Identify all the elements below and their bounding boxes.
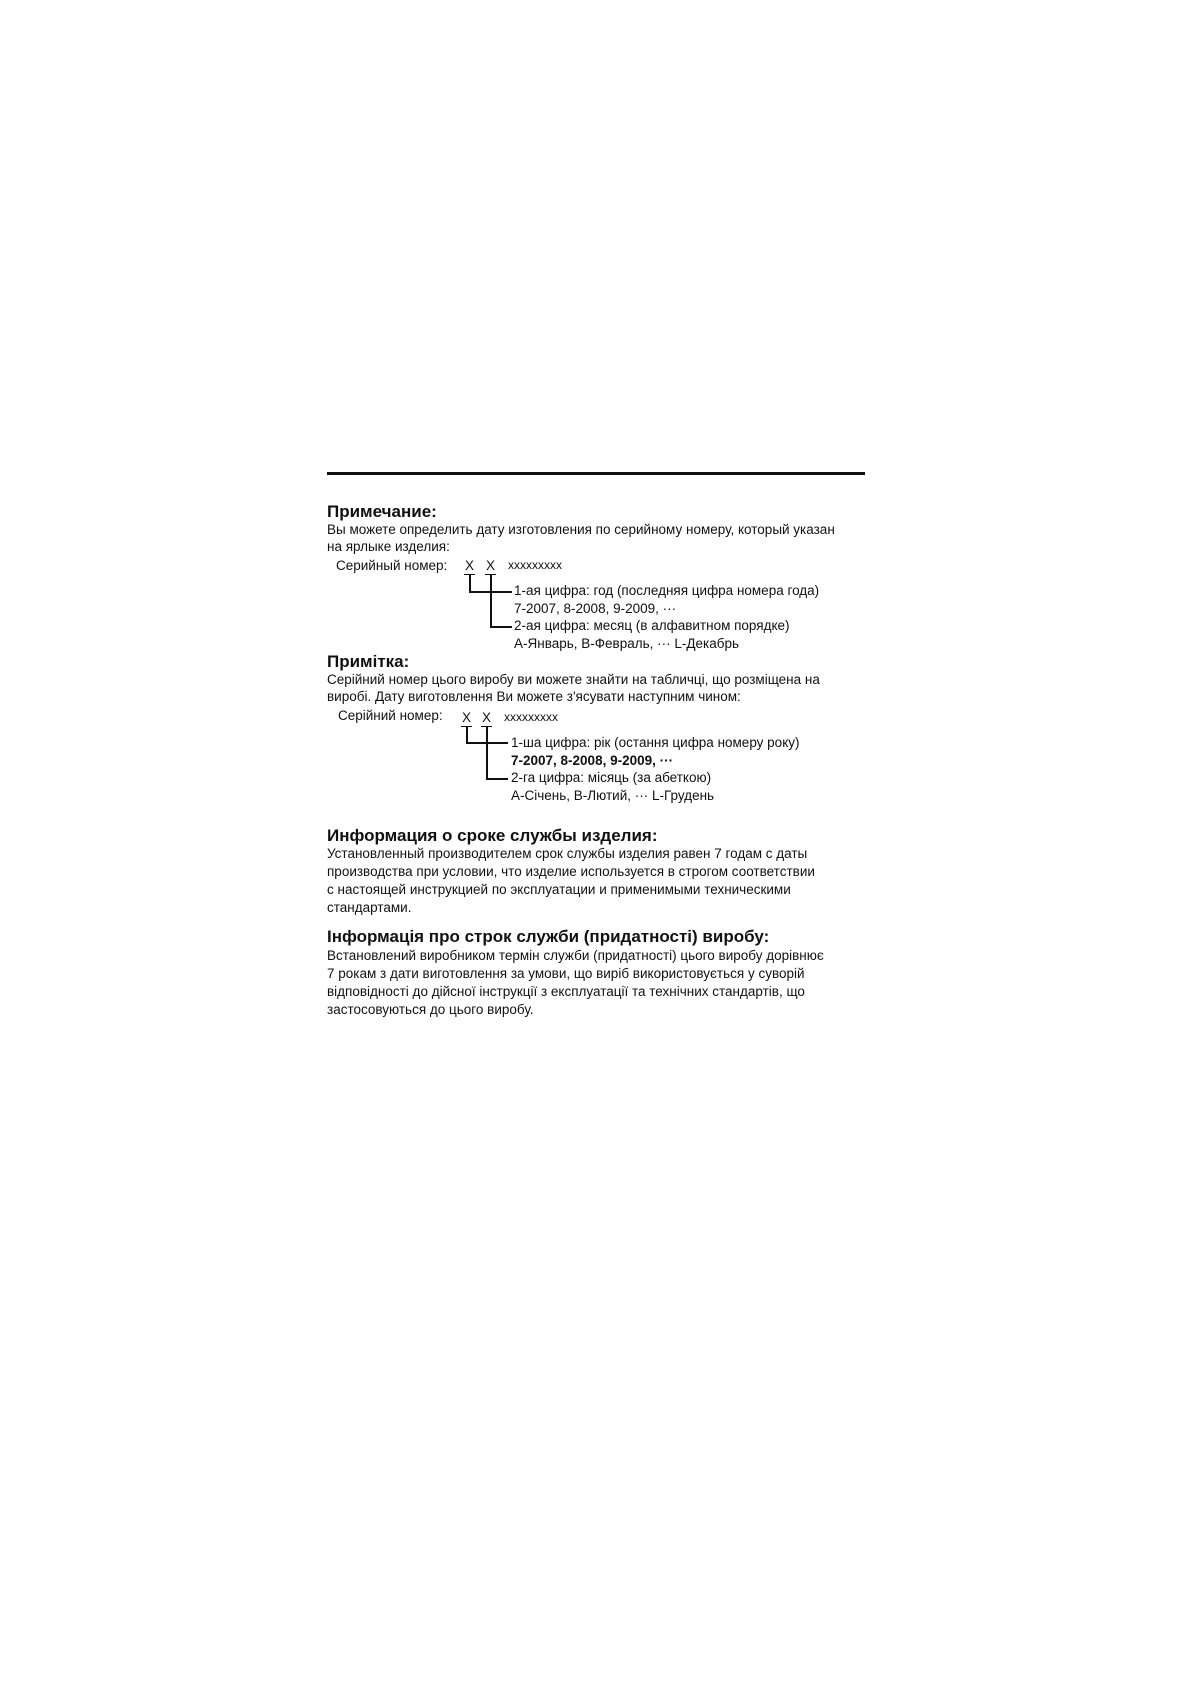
ru-explain-month-examples: А-Январь, В-Февраль, ··· L-Декабрь — [514, 636, 740, 651]
ru-note-line-1: Вы можете определить дату изготовления по серийному номеру, который указан — [327, 522, 835, 537]
ru-serial-label: Серийный номер: — [336, 558, 448, 573]
ru-note-line-2: на ярлыке изделия: — [327, 539, 450, 554]
ru-bracket-x2-vertical — [490, 575, 492, 627]
ru-service-line-3: с настоящей инструкцией по эксплуатации и применимыми техническими — [327, 882, 791, 897]
uk-bracket-x1-vertical — [466, 727, 468, 743]
uk-note-line-2: виробі. Дату виготовлення Ви можете з'ясувати наступним чином: — [327, 689, 741, 704]
uk-serial-x1: X — [462, 710, 472, 725]
uk-service-line-2: 7 рокам з дати виготовлення за умови, що виріб використовується у суворій — [327, 966, 805, 981]
ru-serial-x1: X — [465, 558, 475, 573]
uk-service-title: Інформація про строк служби (придатності) виробу: — [327, 927, 770, 946]
uk-bracket-x2-vertical — [486, 727, 488, 779]
uk-note-title: Примітка: — [327, 652, 410, 671]
top-divider — [327, 472, 865, 475]
uk-serial-tail: xxxxxxxxx — [504, 710, 558, 724]
uk-bracket-x2-horizontal — [486, 778, 508, 780]
ru-service-line-1: Установленный производителем срок службы изделия равен 7 годам с даты — [327, 846, 808, 861]
uk-explain-year-examples: 7-2007, 8-2008, 9-2009, ··· — [511, 753, 674, 768]
uk-serial-label: Серійний номер: — [338, 708, 443, 723]
uk-note-line-1: Серійний номер цього виробу ви можете знайти на табличці, що розміщена на — [327, 672, 820, 687]
uk-serial-x2: X — [482, 710, 492, 725]
ru-bracket-x2-horizontal — [490, 626, 512, 628]
uk-service-line-4: застосовуються до цього виробу. — [327, 1002, 534, 1017]
uk-service-line-3: відповідності до дійсної інструкції з експлуатації та технічних стандартів, що — [327, 984, 805, 999]
ru-service-title: Информация о сроке службы изделия: — [327, 826, 658, 845]
uk-explain-month-examples: А-Січень, В-Лютий, ··· L-Грудень — [511, 788, 715, 803]
ru-serial-x2: X — [486, 558, 496, 573]
uk-service-line-1: Встановлений виробником термін служби (придатності) цього виробу дорівнює — [327, 948, 824, 963]
ru-service-line-4: стандартами. — [327, 900, 412, 915]
ru-explain-year: 1-ая цифра: год (последняя цифра номера года) — [514, 583, 820, 598]
ru-serial-tail: xxxxxxxxx — [508, 558, 562, 572]
uk-explain-year: 1-ша цифра: рік (остання цифра номеру року) — [511, 735, 800, 750]
ru-explain-month: 2-ая цифра: месяц (в алфавитном порядке) — [514, 618, 790, 633]
ru-bracket-x1-vertical — [469, 575, 471, 592]
ru-service-line-2: производства при условии, что изделие используется в строгом соответствии — [327, 864, 815, 879]
ru-explain-year-examples: 7-2007, 8-2008, 9-2009, ··· — [514, 601, 677, 616]
ru-note-title: Примечание: — [327, 502, 437, 521]
uk-explain-month: 2-га цифра: місяць (за абеткою) — [511, 770, 712, 785]
